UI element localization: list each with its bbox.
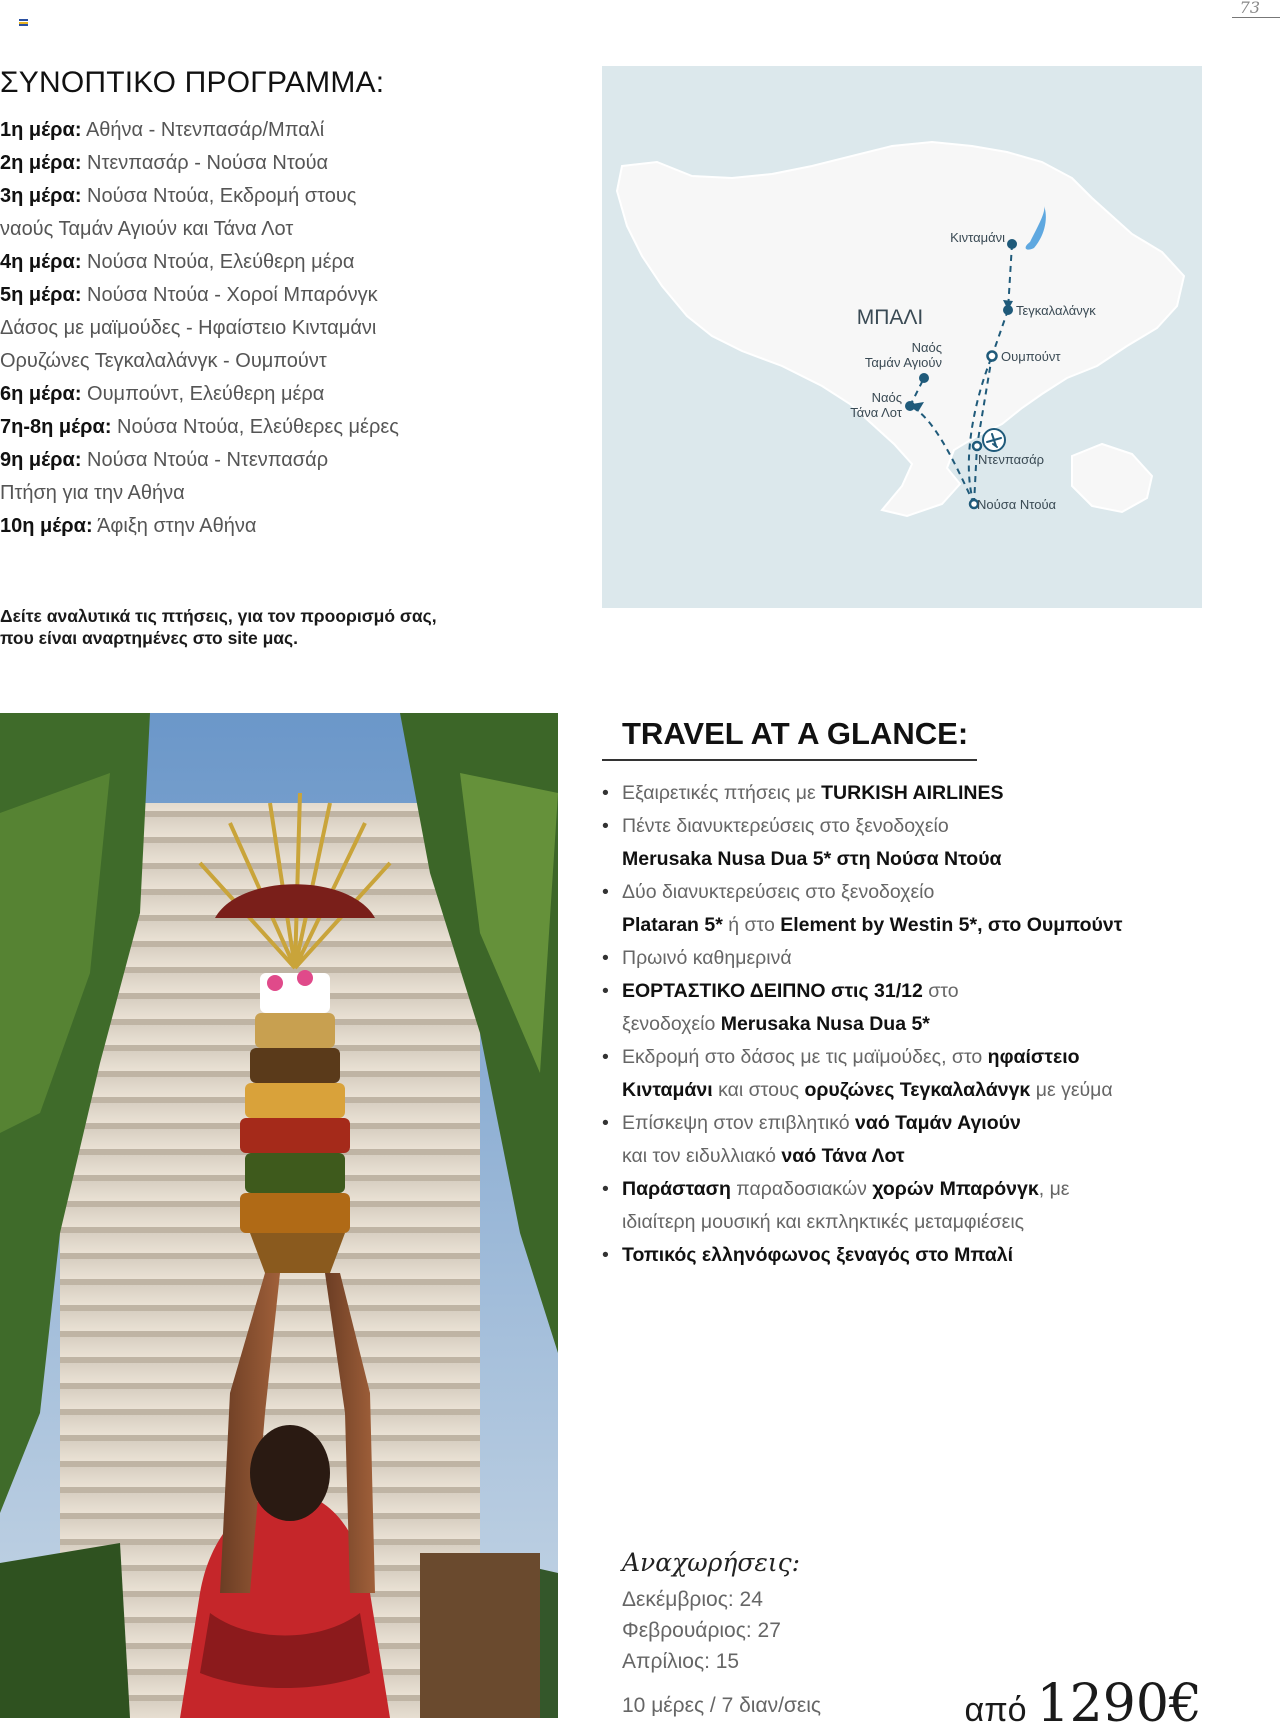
glance-highlight: Κινταμάνι: [622, 1079, 713, 1101]
glance-item: [602, 876, 1242, 942]
map-label-bali: ΜΠΑΛΙ: [856, 306, 924, 329]
program-line: [0, 246, 450, 279]
glance-highlight: ναό Ταμάν Αγιούν: [855, 1112, 1021, 1134]
glance-highlight: TURKISH AIRLINES: [821, 782, 1004, 804]
program-day: 2η μέρα:: [0, 152, 82, 174]
glance-highlight: χορών Μπαρόνγκ: [872, 1178, 1039, 1200]
bullet-icon: •: [602, 1244, 609, 1266]
glance-text: ιδιαίτερη μουσική και εκπληκτικές μεταμφιέσεις: [622, 1211, 1025, 1233]
program-text: Νούσα Ντούα, Ελεύθερη μέρα: [87, 251, 355, 273]
program-line: [0, 180, 450, 213]
glance-item: [602, 1041, 1242, 1107]
glance-highlight: Plataran 5*: [622, 914, 723, 936]
glance-highlight: Παράσταση: [622, 1178, 731, 1200]
flights-note-line: Δείτε αναλυτικά τις πτήσεις, για τον προορισμό σας,: [0, 606, 437, 626]
program-day: 5η μέρα:: [0, 284, 82, 306]
glance-text: παραδοσιακών: [730, 1178, 873, 1200]
glance-text: Πέντε διανυκτερεύσεις στο ξενοδοχείο: [622, 815, 949, 837]
bullet-icon: •: [602, 947, 609, 969]
glance-text: Εκδρομή στο δάσος με τις μαϊμούδες, στο: [622, 1046, 988, 1068]
map-label-tanah-lot: Τάνα Λοτ: [850, 405, 902, 420]
balinese-woman-offering-photo: [0, 713, 558, 1718]
bullet-icon: •: [602, 815, 609, 837]
glance-highlight: ΕΟΡΤΑΣΤΙΚΟ ΔΕΙΠΝΟ στις 31/12: [622, 980, 923, 1002]
program-text: Νούσα Ντούα - Ντενπασάρ: [87, 449, 329, 471]
glance-text: και στους: [712, 1079, 805, 1101]
program-text: Ουμπούντ, Ελεύθερη μέρα: [87, 383, 325, 405]
departure-date: Δεκέμβριος: 24: [622, 1588, 763, 1611]
departure-date: Φεβρουάριος: 27: [622, 1619, 781, 1642]
bullet-icon: •: [602, 881, 609, 903]
program-text: Νούσα Ντούα - Χοροί Μπαρόνγκ: [87, 284, 378, 306]
program-title: ΣΥΝΟΠΤΙΚΟ ΠΡΟΓΡΑΜΜΑ:: [0, 66, 385, 99]
map-marker-denpasar: [973, 442, 981, 450]
map-label-taman-ayun: Ναός: [911, 340, 942, 355]
glance-highlight: Element by Westin 5*, στο Ουμπούντ: [780, 914, 1123, 936]
page-number-rule: [1232, 17, 1280, 18]
map-marker-tanah-lot: [905, 401, 915, 411]
map-label-kintamani: Κινταμάνι: [950, 230, 1005, 245]
program-text: ναούς Ταμάν Αγιούν και Τάνα Λοτ: [0, 218, 294, 240]
glance-text: ξενοδοχείο: [622, 1013, 721, 1035]
glance-item: [602, 1173, 1242, 1239]
airport-icon: [983, 429, 1005, 451]
glance-item: [602, 975, 1242, 1041]
bullet-icon: •: [602, 1046, 609, 1068]
program-line: [0, 444, 450, 477]
program-line: [0, 213, 450, 246]
bullet-icon: •: [602, 980, 609, 1002]
map-marker-ubud: [988, 352, 997, 361]
program-day: 1η μέρα:: [0, 119, 82, 141]
program-text: Ορυζώνες Τεγκαλαλάνγκ - Ουμπούντ: [0, 350, 327, 372]
map-label-nusa-dua: Νούσα Ντούα: [977, 497, 1057, 512]
map-label-tegallalang: Τεγκαλαλάνγκ: [1016, 303, 1096, 318]
program-line: [0, 378, 450, 411]
program-line: [0, 411, 450, 444]
program-day: 10η μέρα:: [0, 515, 93, 537]
map-marker-tegallalang: [1003, 305, 1013, 315]
program-line: [0, 312, 450, 345]
bullet-icon: •: [602, 782, 609, 804]
map-marker-kintamani: [1007, 239, 1017, 249]
glance-item: [602, 1107, 1242, 1173]
departures-list: [622, 1584, 781, 1677]
map-label-denpasar: Ντενπασάρ: [978, 452, 1045, 467]
price-amount: 1290€: [1036, 1674, 1202, 1734]
program-text: Δάσος με μαϊμούδες - Ηφαίστειο Κινταμάνι: [0, 317, 377, 339]
program-day: 7η-8η μέρα:: [0, 416, 112, 438]
departure-date: Απρίλιος: 15: [622, 1650, 740, 1673]
glance-item: [602, 942, 1242, 975]
program-text: Πτήση για την Αθήνα: [0, 482, 185, 504]
program-list: [0, 114, 450, 543]
glance-text: ή στο: [722, 914, 781, 936]
page-number: 73: [1239, 0, 1260, 17]
program-text: Άφιξη στην Αθήνα: [97, 515, 257, 537]
glance-text: Εξαιρετικές πτήσεις με: [622, 782, 822, 804]
glance-title-rule: [602, 759, 977, 761]
glance-text: και τον ειδυλλιακό: [622, 1145, 782, 1167]
glance-text: Επίσκεψη στον επιβλητικό: [622, 1112, 856, 1134]
glance-text: , με: [1038, 1178, 1070, 1200]
glance-highlight: Τοπικός ελληνόφωνος ξεναγός στο Μπαλί: [622, 1244, 1014, 1266]
glance-text: στο: [922, 980, 959, 1002]
map-marker-taman-ayun: [919, 373, 929, 383]
route-map: [602, 66, 1202, 608]
glance-item: [602, 777, 1242, 810]
glance-highlight: ηφαίστειο: [987, 1046, 1080, 1068]
program-day: 3η μέρα:: [0, 185, 82, 207]
program-line: [0, 279, 450, 312]
program-day: 6η μέρα:: [0, 383, 82, 405]
glance-highlight: ορυζώνες Τεγκαλαλάνγκ: [804, 1079, 1031, 1101]
program-line: [0, 345, 450, 378]
price-from-label: από: [964, 1691, 1027, 1729]
program-line: [0, 477, 450, 510]
map-label-tanah-lot: Ναός: [871, 390, 902, 405]
trip-duration: 10 μέρες / 7 διαν/σεις: [622, 1694, 822, 1717]
program-text: Νούσα Ντούα, Ελεύθερες μέρες: [117, 416, 399, 438]
program-text: Ντενπασάρ - Νούσα Ντούα: [87, 152, 329, 174]
flights-note-line: που είναι αναρτημένες στο site μας.: [0, 628, 299, 648]
departures-title: Αναχωρήσεις:: [622, 1548, 801, 1577]
flag-icon: [19, 19, 28, 26]
nusa-penida-shape: [1072, 444, 1152, 512]
map-label-ubud: Ουμπούντ: [1001, 349, 1061, 364]
program-text: Νούσα Ντούα, Εκδρομή στους: [87, 185, 357, 207]
glance-text: Δύο διανυκτερεύσεις στο ξενοδοχείο: [622, 881, 935, 903]
program-line: [0, 147, 450, 180]
price: [965, 1674, 1202, 1734]
glance-highlight: Merusaka Nusa Dua 5*: [720, 1013, 930, 1035]
flights-note: [0, 605, 480, 649]
program-day: 4η μέρα:: [0, 251, 82, 273]
program-text: Αθήνα - Ντενπασάρ/Μπαλί: [85, 119, 325, 141]
bullet-icon: •: [602, 1178, 609, 1200]
program-line: [0, 510, 450, 543]
glance-title: TRAVEL AT A GLANCE:: [622, 716, 969, 751]
glance-list: [602, 777, 1242, 1272]
glance-item: [602, 1239, 1242, 1272]
glance-text: Πρωινό καθημερινά: [622, 947, 792, 969]
glance-item: [602, 810, 1242, 876]
glance-text: με γεύμα: [1030, 1079, 1113, 1101]
bullet-icon: •: [602, 1112, 609, 1134]
program-line: [0, 114, 450, 147]
map-label-taman-ayun: Ταμάν Αγιούν: [864, 355, 942, 370]
glance-highlight: ναό Τάνα Λοτ: [781, 1145, 905, 1167]
program-day: 9η μέρα:: [0, 449, 82, 471]
glance-highlight: Merusaka Nusa Dua 5* στη Νούσα Ντούα: [622, 848, 1002, 870]
